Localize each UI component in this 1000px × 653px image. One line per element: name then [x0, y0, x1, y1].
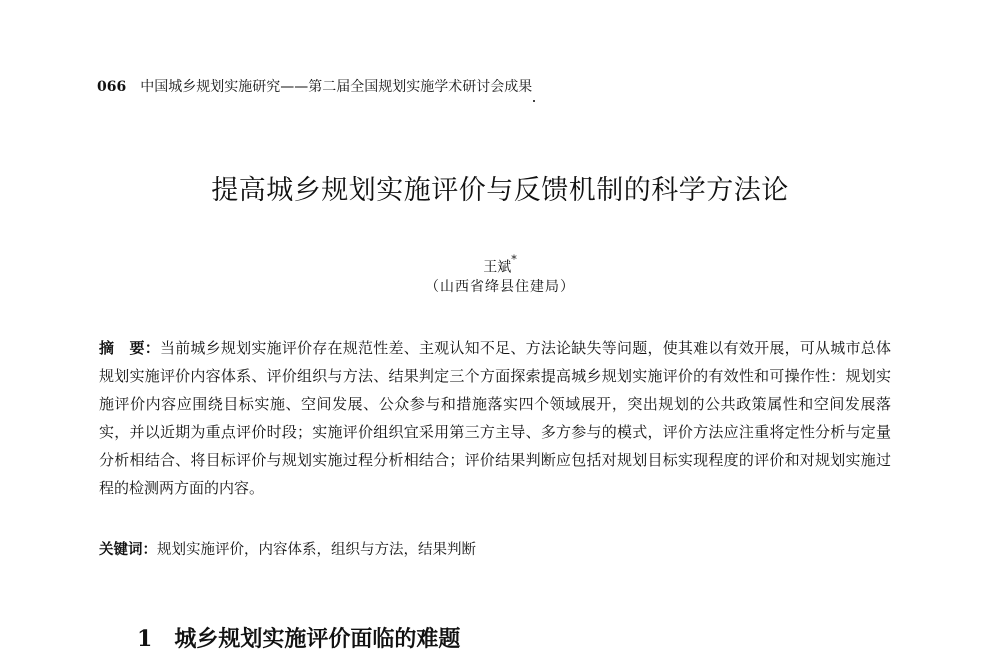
scan-speck — [533, 100, 535, 102]
abstract-paragraph — [99, 334, 891, 502]
book-title: 中国城乡规划实施研究——第二届全国规划实施学术研讨会成果 — [140, 79, 533, 95]
abstract-label: 摘 要： — [99, 339, 160, 357]
author-line — [0, 253, 1000, 277]
author-name: 王斌 — [483, 259, 512, 276]
author-footnote-mark: * — [511, 253, 517, 266]
author-affiliation: （山西省绛县住建局） — [425, 279, 575, 295]
keywords-line — [99, 538, 476, 559]
abstract-text: 当前城乡规划实施评价存在规范性差、主观认知不足、方法论缺失等问题，使其难以有效开展，可从城市总体规划实施评价内容体系、评价组织与方法、结果判定三个方面探索提高城乡规划实施评价的有效性和可操作性：规划实施评价内容应围绕目标实施、空间发展、公众参与和措施落实四个领域展开，突出规划的公共政策属性和空间发展落实，并以近期为重点评价时段；实施评价组织宜采用第三方主导、多方参与的模式，评价方法应注重将定性分析与定量分析相结合、将目标评价与规划实施过程分析相结合；评价结果判断应包括对规划目标实现程度的评价和对规划实施过程的检测两方面的内容。 — [99, 339, 891, 497]
section-heading — [137, 622, 460, 653]
running-header — [97, 76, 532, 96]
keywords-text: 规划实施评价，内容体系，组织与方法，结果判断 — [157, 542, 476, 558]
page-number: 066 — [97, 79, 127, 95]
article-title: 提高城乡规划实施评价与反馈机制的科学方法论 — [211, 175, 789, 206]
keywords-label: 关键词： — [99, 542, 157, 558]
section-title: 城乡规划实施评价面临的难题 — [174, 627, 461, 652]
section-number: 1 — [137, 626, 153, 652]
